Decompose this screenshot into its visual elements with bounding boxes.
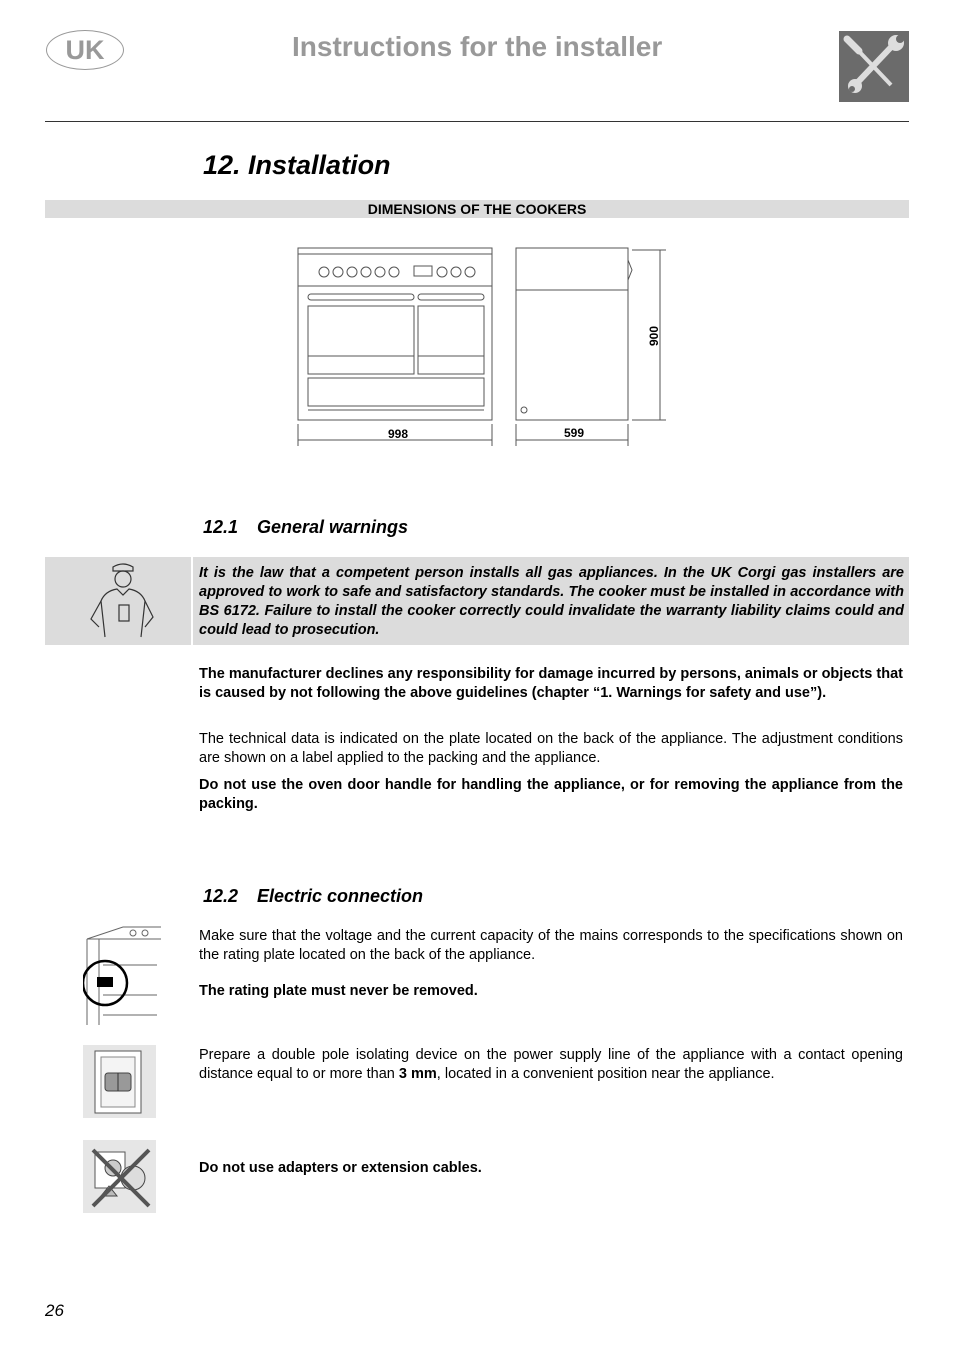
- section-title: 12. Installation: [203, 150, 391, 180]
- isolating-note-text-end: , located in a convenient position near the appliance.: [436, 1065, 775, 1082]
- height-dimension-label: 900: [647, 325, 661, 347]
- uk-badge: [46, 30, 124, 70]
- law-warning-box: It is the law that a competent person installs all gas appliances. In the UK Corgi gas installers are approved to work to safe and satisfactory standards. The cooker must be installed in accordance with BS 6172. Failure to install the cooker correctly could invalidate the warranty liability claims could and could lead to prosecution.: [193, 557, 909, 645]
- installer-icon: [45, 557, 191, 645]
- isolating-device-note: [199, 1046, 903, 1083]
- uk-badge-label: UK: [65, 34, 105, 65]
- header-divider: [45, 121, 909, 122]
- general-warnings-title: General warnings: [257, 517, 409, 537]
- isolating-note-text: Prepare a double pole isolating device on the power supply line of the appliance with a contact opening distance equal to or more than: [199, 1047, 903, 1082]
- general-warnings-number: 12.1: [203, 517, 239, 537]
- electric-connection-title: Electric connection: [257, 886, 424, 906]
- page-number: 26: [45, 1301, 64, 1320]
- electric-connection-heading: [203, 886, 423, 907]
- general-warnings-heading: [203, 517, 408, 538]
- rating-plate-icon: [83, 925, 161, 1025]
- dimensions-band: DIMENSIONS OF THE COOKERS: [45, 200, 909, 218]
- manufacturer-disclaimer: The manufacturer declines any responsibility for damage incurred by persons, animals or objects that is caused by not following the above guidelines (chapter “1. Warnings for safety and use”).: [199, 666, 903, 701]
- door-handle-warning: Do not use the oven door handle for handling the appliance, or for removing the appliance from the packing.: [199, 777, 903, 812]
- voltage-check-note: Make sure that the voltage and the current capacity of the mains corresponds to the specifications shown on the rating plate located on the back of the appliance.: [199, 928, 903, 963]
- rating-plate-warning: The rating plate must never be removed.: [199, 983, 478, 999]
- contact-distance-value: 3 mm: [398, 1065, 437, 1082]
- cooker-dimensions-diagram: [292, 240, 672, 450]
- depth-dimension-label: 599: [563, 426, 585, 440]
- no-adapter-icon: [83, 1140, 156, 1213]
- electric-connection-number: 12.2: [203, 886, 239, 906]
- page-header-title: Instructions for the installer: [292, 31, 663, 62]
- technical-data-note: The technical data is indicated on the plate located on the back of the appliance. The adjustment conditions are shown on a label applied to the packing and the appliance.: [199, 731, 903, 766]
- no-adapters-warning: Do not use adapters or extension cables.: [199, 1160, 482, 1176]
- tools-icon: [839, 31, 909, 102]
- width-dimension-label: 998: [387, 427, 409, 441]
- isolating-switch-icon: [83, 1045, 156, 1118]
